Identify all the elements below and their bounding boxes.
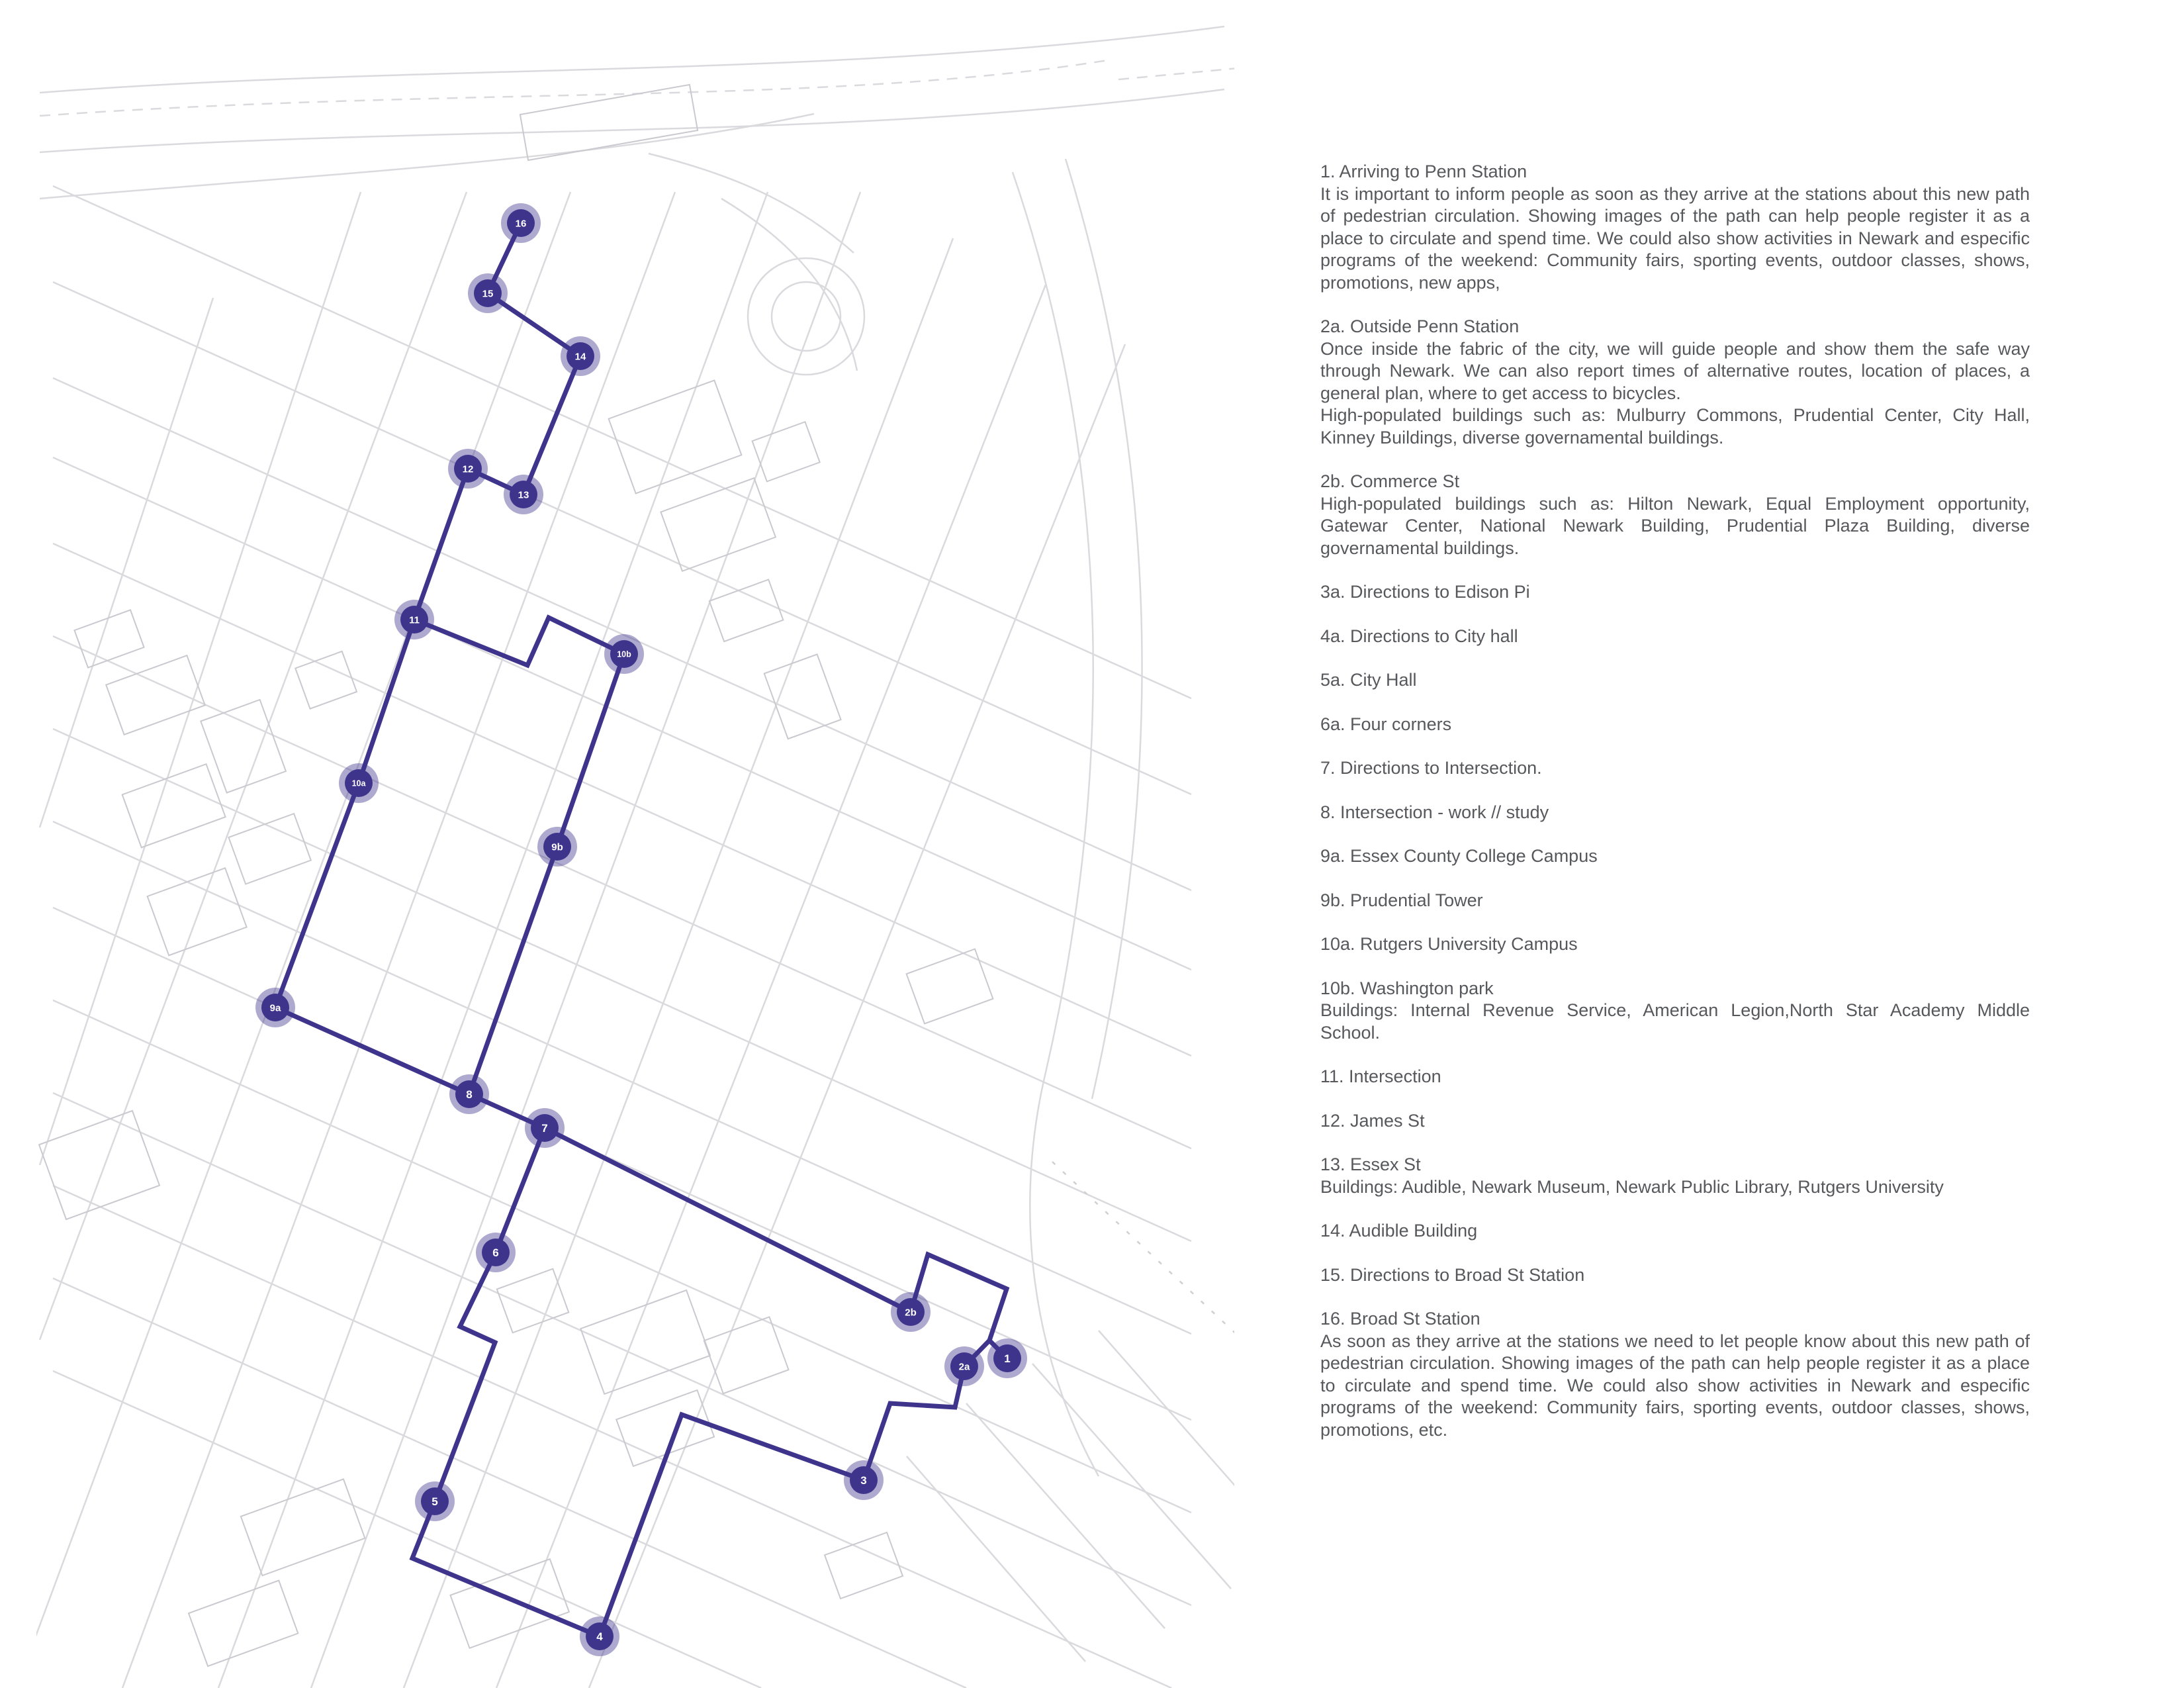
legend-item-9b xyxy=(1320,890,2030,912)
legend-item-title: 10a. Rutgers University Campus xyxy=(1320,934,1578,954)
route-path-segment xyxy=(864,1366,964,1480)
legend-item-13 xyxy=(1320,1154,2030,1198)
legend-item-2b xyxy=(1320,471,2030,559)
legend-item-2a xyxy=(1320,316,2030,449)
legend-item-title: 9b. Prudential Tower xyxy=(1320,890,1483,910)
legend-item-10b xyxy=(1320,978,2030,1045)
legend-item-15 xyxy=(1320,1264,2030,1287)
legend xyxy=(1320,161,2030,1463)
legend-item-title: 13. Essex St xyxy=(1320,1154,1421,1174)
legend-item-title: 2a. Outside Penn Station xyxy=(1320,316,1520,336)
legend-item-body: High-populated buildings such as: Mulburry Commons, Prudential Center, City Hall, Kinney Buildings, diverse governamental buildings. xyxy=(1320,405,2030,447)
legend-item-12 xyxy=(1320,1110,2030,1133)
route-stop-10a xyxy=(339,763,379,803)
route-stop-9a xyxy=(255,988,295,1027)
legend-item-body: As soon as they arrive at the stations we need to let people know about this new path of pedestrian circulation. Showing images of the path can help people register it as a place to circulate and spend time. We could also show activities in Newark and especific programs of the weekend: Community fairs, sporting events, outdoor classes, shows, promotions, etc. xyxy=(1320,1331,2030,1440)
stop-number-label: 4 xyxy=(596,1630,603,1644)
legend-item-title: 10b. Washington park xyxy=(1320,978,1494,998)
legend-item-title: 2b. Commerce St xyxy=(1320,471,1460,491)
legend-item-title: 16. Broad St Station xyxy=(1320,1309,1480,1329)
legend-item-1 xyxy=(1320,161,2030,294)
stop-number-label: 6 xyxy=(492,1246,499,1260)
legend-item-6a xyxy=(1320,714,2030,736)
legend-item-body: High-populated buildings such as: Hilton Newark, Equal Employment opportunity, Gatewar Center, National Newark Building, Prudential Plaza Building, diverse governamental buildings. xyxy=(1320,493,2030,558)
route-stop-12 xyxy=(448,449,488,489)
stop-number-label: 7 xyxy=(541,1122,548,1135)
legend-item-title: 4a. Directions to City hall xyxy=(1320,626,1518,646)
route-stop-7 xyxy=(525,1108,565,1148)
stop-number-label: 1 xyxy=(1004,1352,1011,1366)
legend-item-title: 5a. City Hall xyxy=(1320,670,1417,690)
stop-number-label: 5 xyxy=(432,1495,438,1509)
legend-item-3a xyxy=(1320,581,2030,604)
stop-number-label: 10a xyxy=(351,778,366,788)
legend-item-8 xyxy=(1320,802,2030,824)
stop-number-label: 15 xyxy=(482,288,494,300)
legend-item-title: 8. Intersection - work // study xyxy=(1320,802,1549,822)
legend-item-title: 15. Directions to Broad St Station xyxy=(1320,1264,1585,1285)
legend-item-title: 14. Audible Building xyxy=(1320,1221,1478,1241)
stop-number-label: 2a xyxy=(958,1361,970,1373)
stop-number-label: 16 xyxy=(515,218,527,230)
legend-item-title: 7. Directions to Intersection. xyxy=(1320,758,1542,778)
legend-item-10a xyxy=(1320,933,2030,956)
legend-item-16 xyxy=(1320,1308,2030,1441)
route-stop-16 xyxy=(501,203,541,243)
route-stop-14 xyxy=(561,336,600,376)
route-stop-3 xyxy=(844,1460,884,1500)
legend-item-title: 3a. Directions to Edison Pi xyxy=(1320,582,1530,602)
stop-number-label: 14 xyxy=(574,351,586,363)
route-stop-2a xyxy=(944,1346,984,1386)
stop-number-label: 3 xyxy=(860,1474,867,1487)
route-stop-9b xyxy=(537,827,577,867)
legend-item-14 xyxy=(1320,1220,2030,1243)
route-stop-10b xyxy=(604,634,644,674)
legend-item-body: Once inside the fabric of the city, we will guide people and show them the safe way through Newark. We can also report times of alternative routes, location of places, a general plan, where to get access to bicycles. xyxy=(1320,338,2030,403)
stop-number-label: 11 xyxy=(409,614,420,626)
legend-item-4a xyxy=(1320,626,2030,648)
legend-item-body: It is important to inform people as soon as they arrive at the stations about this new path of pedestrian circulation. Showing images of the path can help people register it as a place to circulate and spend time. We could also show activities in Newark and especific programs of the weekend: Community fairs, sporting events, outdoor classes, shows, promotions, new apps, xyxy=(1320,183,2030,293)
route-stop-11 xyxy=(394,600,434,639)
route-stop-5 xyxy=(415,1481,455,1521)
legend-item-9a xyxy=(1320,845,2030,868)
legend-item-7 xyxy=(1320,757,2030,780)
legend-item-5a xyxy=(1320,669,2030,692)
legend-item-body: Buildings: Internal Revenue Service, American Legion,North Star Academy Middle School. xyxy=(1320,1000,2030,1043)
route-path-segment xyxy=(414,618,624,1094)
route-stop-2b xyxy=(891,1292,931,1332)
stop-number-label: 2b xyxy=(905,1307,917,1319)
route-stop-8 xyxy=(449,1074,489,1114)
stop-number-label: 9a xyxy=(269,1002,281,1014)
route-stop-13 xyxy=(504,475,543,514)
legend-item-title: 11. Intersection xyxy=(1320,1066,1441,1086)
legend-item-11 xyxy=(1320,1066,2030,1088)
stop-number-label: 10b xyxy=(617,649,631,659)
pedestrian-route xyxy=(275,223,1007,1636)
legend-item-title: 9a. Essex County College Campus xyxy=(1320,846,1598,866)
legend-item-title: 1. Arriving to Penn Station xyxy=(1320,162,1527,181)
route-stop-1 xyxy=(987,1338,1027,1378)
legend-item-title: 12. James St xyxy=(1320,1110,1425,1131)
stop-number-label: 13 xyxy=(518,489,529,501)
route-stop-6 xyxy=(476,1233,516,1272)
stop-number-label: 8 xyxy=(466,1088,473,1102)
stop-number-label: 9b xyxy=(551,841,563,853)
route-stop-15 xyxy=(468,273,508,313)
legend-item-body: Buildings: Audible, Newark Museum, Newark Public Library, Rutgers University xyxy=(1320,1176,1944,1197)
stop-number-label: 12 xyxy=(462,463,474,475)
route-stop-4 xyxy=(580,1617,619,1656)
legend-item-title: 6a. Four corners xyxy=(1320,714,1452,734)
